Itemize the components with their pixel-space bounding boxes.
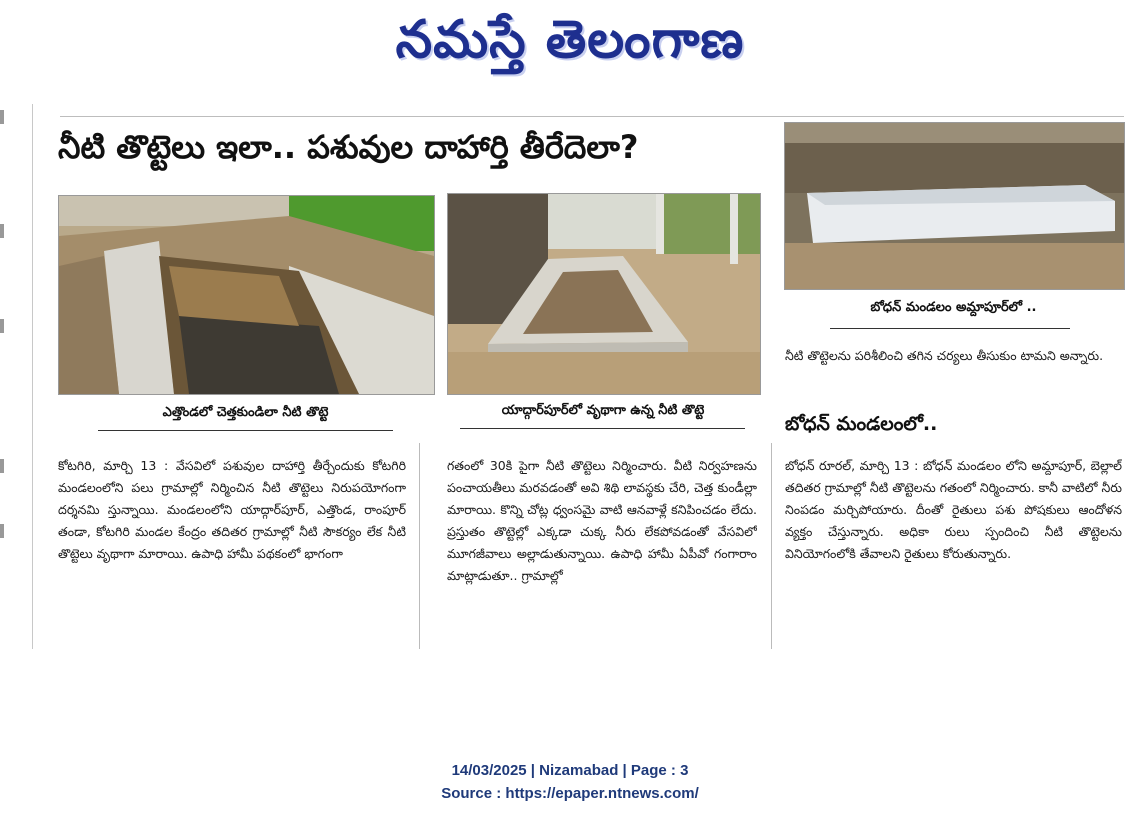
footer-dateline: 14/03/2025 | Nizamabad | Page : 3 xyxy=(451,762,689,779)
photo-amdapur-trough xyxy=(784,122,1125,290)
photo-ettonda-trough xyxy=(58,195,435,395)
top-rule xyxy=(60,116,1124,117)
column1-text: కోటగిరి, మార్చి 13 : వేసవిలో పశువుల దాహార్తి తీర్చేందుకు కోటగిరి మండలంలోని పలు గ్రామాల్లో నిర్మించిన నీటి తొట్టెలు నిరుపయోగంగా దర్శనమి స్తున్నాయి. మండలంలోని యాద్గార్‌పూర్, ఎత్తొండ, రాంపూర్ తండా, కోటగిరి మండల కేంద్రం తదితర గ్రామాల్లో నీటి సౌకర్యం లేక నీటి తొట్టెలు వృథాగా మారాయి. ఉపాధి హామీ పథకంలో భాగంగా xyxy=(58,458,406,561)
left-rule xyxy=(32,104,33,649)
photo3-caption: బోధన్ మండలం అమ్దాపూర్‌లో .. xyxy=(870,300,1037,315)
column3-text: బోధన్ రూరల్, మార్చి 13 : బోధన్ మండలం లోని అమ్దాపూర్, బెల్లాల్ తదితర గ్రామాల్లో నీటి తొట్టెలను గతంలో నిర్మించారు. కానీ వాటిలో నీరు నింపడం మర్చిపోయారు. దీంతో రైతులు పశు పోషకులు ఆందోళన వ్యక్తం చేస్తున్నారు. అధికా రులు స్పందించి నీటి తొట్టెలను వినియోగంలోకి తేవాలని రైతులు కోరుతున్నారు. xyxy=(785,458,1122,561)
margin-crop-marks xyxy=(0,104,6,664)
photo2-caption: యాద్గార్‌పూర్‌లో వృథాగా ఉన్న నీటి తొట్టె xyxy=(501,403,705,418)
footer-source: Source : https://epaper.ntnews.com/ xyxy=(441,785,699,802)
photo2-caption-underline xyxy=(460,428,745,429)
column3-top-text: నీటి తొట్టెలను పరిశీలించి తగిన చర్యలు తీసుకుం టామని అన్నారు. xyxy=(785,348,1104,363)
photo1-caption-underline xyxy=(98,430,393,431)
photo1-caption: ఎత్తొండలో చెత్తకుండిలా నీటి తొట్టె xyxy=(162,405,329,420)
photo-yadgarpur-trough xyxy=(447,193,761,395)
section-subhead: బోధన్ మండలంలో.. xyxy=(785,413,938,435)
article-headline: నీటి తొట్టెలు ఇలా.. పశువుల దాహార్తి తీరేదెలా? xyxy=(58,128,639,166)
photo3-caption-underline xyxy=(830,328,1070,329)
column2-text: గతంలో 30కి పైగా నీటి తొట్టెలు నిర్మించారు. వీటి నిర్వహణను పంచాయతీలు మరవడంతో అవి శిథి లావస్థకు చేరి, చెత్త కుండీల్లా మారాయి. కొన్ని చోట్ల ధ్వంసమై వాటి ఆనవాళ్లే కనిపించడం లేదు. ప్రస్తుతం తొట్టెల్లో ఎక్కడా చుక్క నీరు లేకపోవడంతో వేసవిలో మూగజీవాలు అల్లాడుతున్నాయి. ఉపాధి హామీ ఏపీవో గంగారాం మాట్లాడుతూ.. గ్రామాల్లో xyxy=(447,458,757,583)
masthead-title: నమస్తే తెలంగాణ xyxy=(395,9,745,70)
masthead xyxy=(0,0,1140,92)
column-divider-1 xyxy=(419,443,420,649)
column-divider-2 xyxy=(771,443,772,649)
